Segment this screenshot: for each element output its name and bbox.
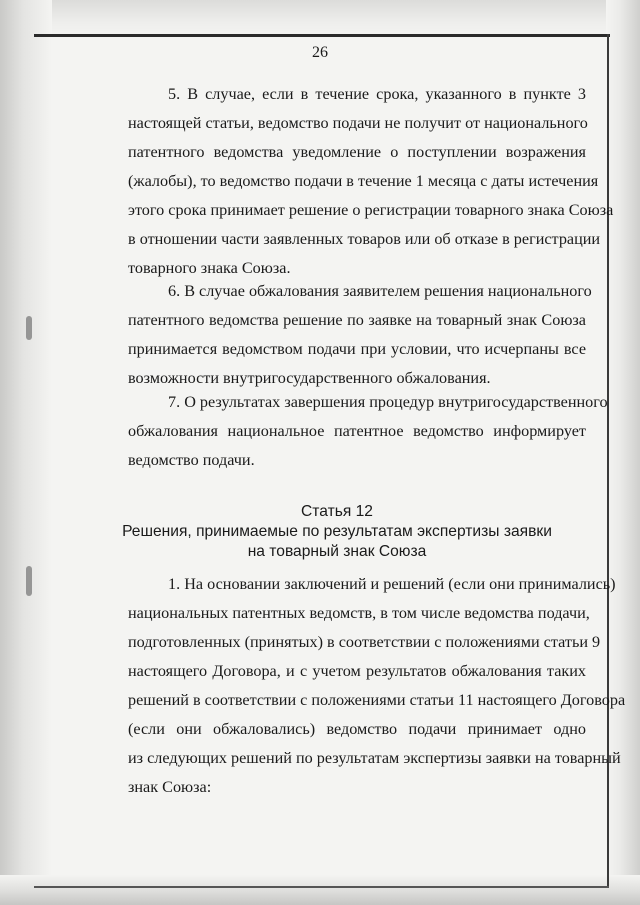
text-line: 5. В случае, если в течение срока, указанного в пункте 3 bbox=[168, 85, 586, 103]
paragraph-6 bbox=[88, 277, 592, 393]
article-title-line: Решения, принимаемые по результатам экспертизы заявки bbox=[122, 523, 552, 540]
text-line: решений в соответствии с положениями статьи 11 настоящего Договора bbox=[128, 691, 626, 709]
text-line: (жалобы), то ведомство подачи в течение 1 месяца с даты истечения bbox=[128, 172, 599, 190]
text-line: обжалования национальное патентное ведомство информирует bbox=[128, 422, 586, 440]
text-line: национальных патентных ведомств, в том числе ведомства подачи, bbox=[128, 604, 590, 622]
text-line: знак Союза: bbox=[128, 778, 212, 796]
text-line: товарного знака Союза. bbox=[128, 259, 291, 277]
paragraph-7 bbox=[88, 388, 608, 475]
text-line: настоящего Договора, и с учетом результатов обжалования таких bbox=[128, 662, 586, 680]
article-number: Статья 12 bbox=[301, 503, 373, 520]
page-number: 26 bbox=[312, 44, 328, 61]
text-line: ведомство подачи. bbox=[128, 451, 255, 469]
article-heading bbox=[88, 502, 586, 562]
text-line: 1. На основании заключений и решений (если они принимались) bbox=[168, 575, 616, 593]
paragraph-5 bbox=[88, 80, 614, 283]
text-line: этого срока принимает решение о регистрации товарного знака Союза bbox=[128, 201, 614, 219]
text-line: 6. В случае обжалования заявителем решения национального bbox=[168, 282, 592, 300]
text-line: в отношении части заявленных товаров или об отказе в регистрации bbox=[128, 230, 601, 248]
text-line: патентного ведомства уведомление о поступлении возражения bbox=[128, 143, 586, 161]
text-line: подготовленных (принятых) в соответствии с положениями статьи 9 bbox=[128, 633, 601, 651]
text-line: патентного ведомства решение по заявке на товарный знак Союза bbox=[128, 311, 586, 329]
text-line: настоящей статьи, ведомство подачи не получит от национального bbox=[128, 114, 588, 132]
text-line: возможности внутригосударственного обжалования. bbox=[128, 369, 491, 387]
article-title-line: на товарный знак Союза bbox=[247, 543, 427, 560]
text-line: принимается ведомством подачи при условии, что исчерпаны все bbox=[128, 340, 586, 358]
article-12-paragraph-1 bbox=[88, 570, 626, 802]
text-line: 7. О результатах завершения процедур внутригосударственного bbox=[168, 393, 608, 411]
text-line: из следующих решений по результатам экспертизы заявки на товарный bbox=[128, 749, 621, 767]
text-line: (если они обжаловались) ведомство подачи принимает одно bbox=[128, 720, 586, 738]
